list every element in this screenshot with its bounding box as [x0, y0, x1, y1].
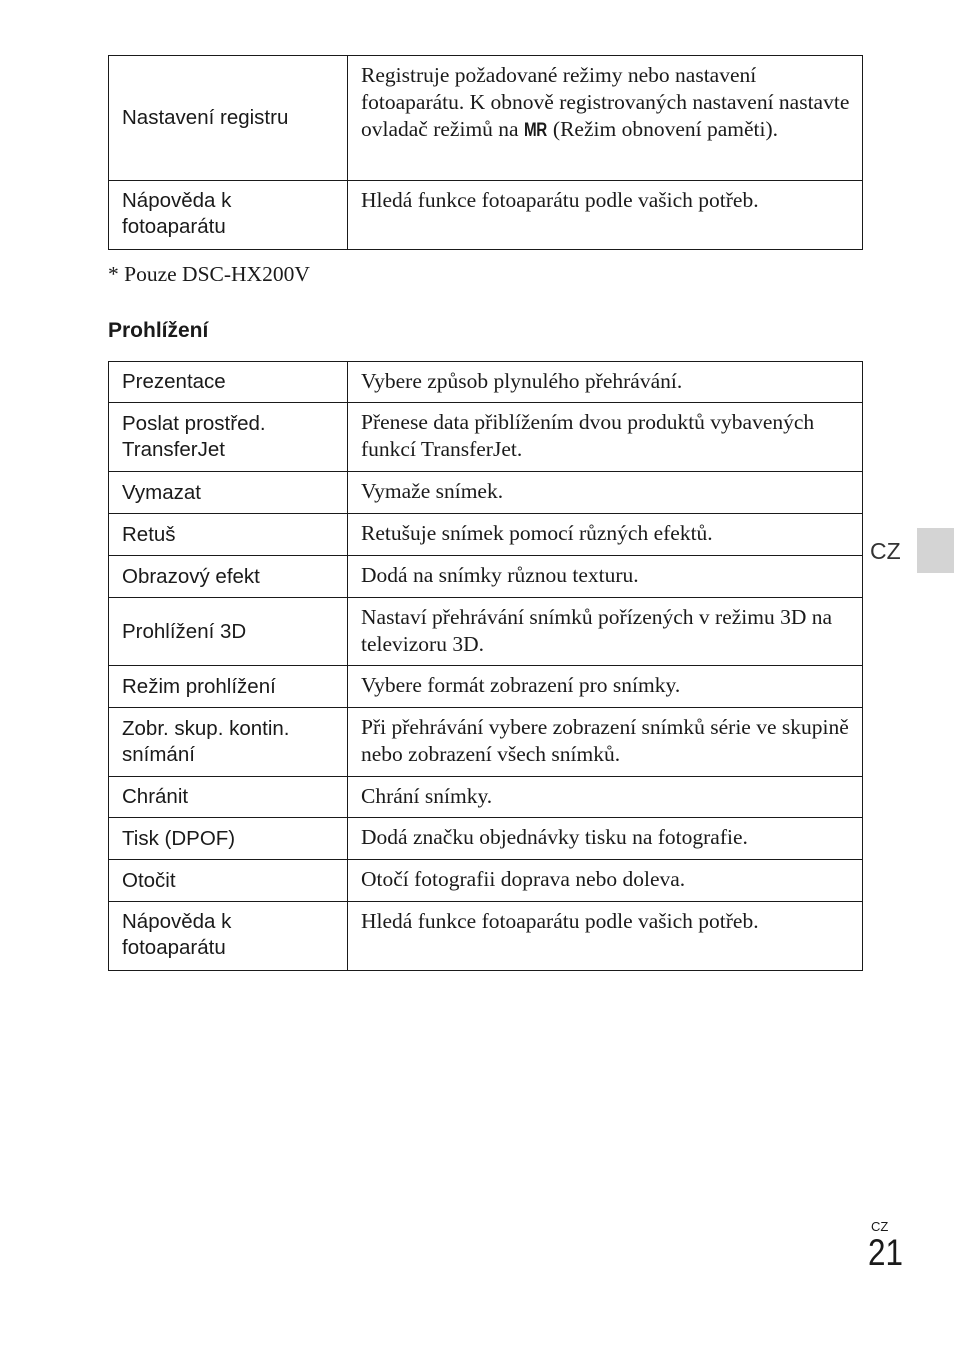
- term-cell: Retuš: [109, 514, 348, 556]
- table-row: [109, 403, 863, 472]
- table-row: [109, 666, 863, 708]
- table-row: [109, 556, 863, 598]
- term-cell: Zobr. skup. kontin. snímání: [109, 708, 348, 777]
- term-cell: Chránit: [109, 777, 348, 818]
- description-cell: Dodá značku objednávky tisku na fotografie.: [348, 818, 863, 860]
- table-row: [109, 777, 863, 818]
- term-cell: Otočit: [109, 860, 348, 902]
- description-cell: Přenese data přiblížením dvou produktů vybavených funkcí TransferJet.: [348, 403, 863, 472]
- settings-table: [108, 55, 863, 250]
- term-cell: Poslat prostřed. TransferJet: [109, 403, 348, 472]
- term-cell: Prezentace: [109, 362, 348, 403]
- table-row: [109, 472, 863, 514]
- page-language-label: CZ: [871, 1219, 889, 1234]
- description-cell: Retušuje snímek pomocí různých efektů.: [348, 514, 863, 556]
- description-cell: Nastaví přehrávání snímků pořízených v režimu 3D na televizoru 3D.: [348, 598, 863, 666]
- term-cell: Vymazat: [109, 472, 348, 514]
- description-cell: Registruje požadované režimy nebo nastavení fotoaparátu. K obnově registrovaných nastavení nastavte ovladač režimů na MR (Režim obnovení paměti).: [348, 56, 863, 181]
- description-cell: Vybere způsob plynulého přehrávání.: [348, 362, 863, 403]
- table-row: [109, 598, 863, 666]
- term-cell: Prohlížení 3D: [109, 598, 348, 666]
- description-cell: Hledá funkce fotoaparátu podle vašich potřeb.: [348, 181, 863, 250]
- description-cell: Vybere formát zobrazení pro snímky.: [348, 666, 863, 708]
- description-cell: Otočí fotografii doprava nebo doleva.: [348, 860, 863, 902]
- table-row: [109, 514, 863, 556]
- table-row: [109, 181, 863, 250]
- term-cell: Obrazový efekt: [109, 556, 348, 598]
- table-row: [109, 362, 863, 403]
- side-language-label: CZ: [870, 538, 901, 564]
- table-row: [109, 860, 863, 902]
- table-row: [109, 56, 863, 181]
- description-cell: Dodá na snímky různou texturu.: [348, 556, 863, 598]
- term-cell: Nastavení registru: [109, 56, 348, 181]
- term-cell: Režim prohlížení: [109, 666, 348, 708]
- description-cell: Chrání snímky.: [348, 777, 863, 818]
- playback-table: [108, 361, 863, 971]
- term-cell: Nápověda k fotoaparátu: [109, 902, 348, 971]
- footnote: * Pouze DSC-HX200V: [108, 262, 310, 286]
- table-row: [109, 818, 863, 860]
- page-number: 21: [868, 1232, 903, 1273]
- memory-recall-icon: MR: [523, 120, 547, 141]
- description-cell: Hledá funkce fotoaparátu podle vašich potřeb.: [348, 902, 863, 971]
- description-cell: Vymaže snímek.: [348, 472, 863, 514]
- description-cell: Při přehrávání vybere zobrazení snímků série ve skupině nebo zobrazení všech snímků.: [348, 708, 863, 777]
- language-side-tab: [917, 528, 954, 573]
- section-title: Prohlížení: [108, 319, 209, 342]
- term-cell: Nápověda k fotoaparátu: [109, 181, 348, 250]
- table-row: [109, 902, 863, 971]
- term-cell: Tisk (DPOF): [109, 818, 348, 860]
- table-row: [109, 708, 863, 777]
